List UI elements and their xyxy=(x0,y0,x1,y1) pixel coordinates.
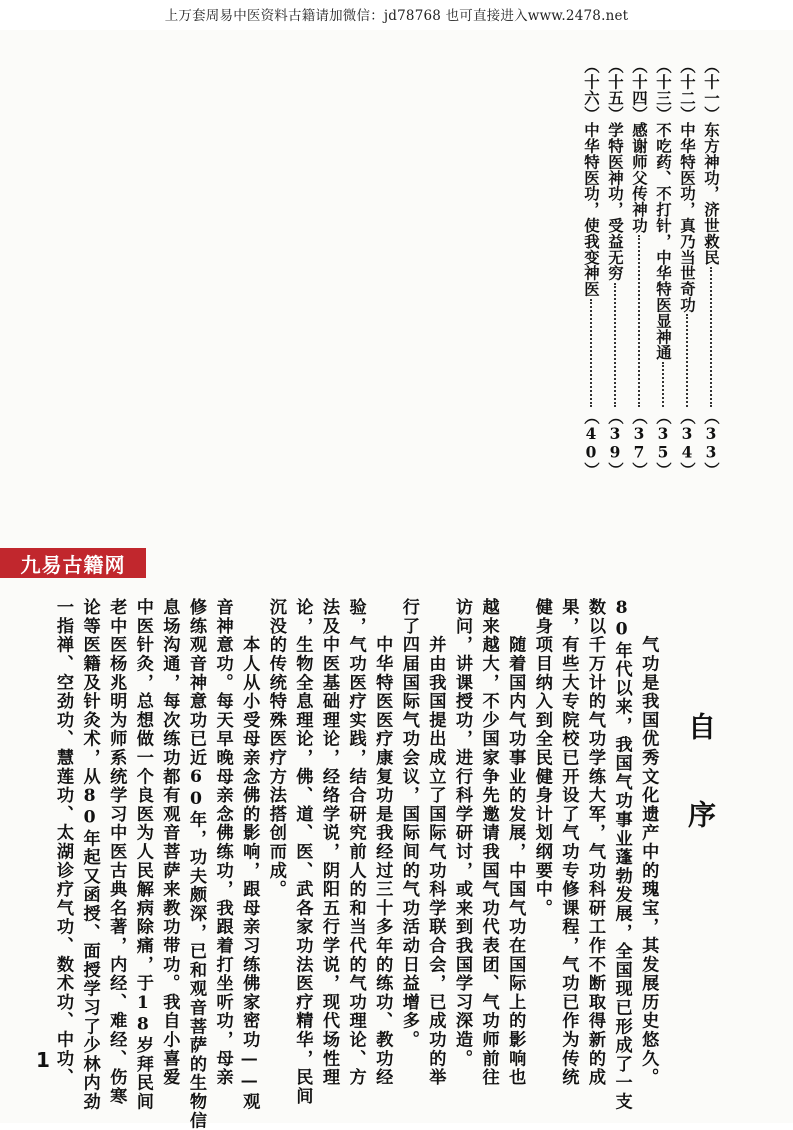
toc-entry xyxy=(604,58,626,478)
toc-entry xyxy=(676,58,698,478)
preface-title: 自序 xyxy=(684,712,717,888)
preface-line: 80年代以来，我国气功事业蓬勃发展，全国现已形成了一支 xyxy=(611,598,632,1112)
toc-leader-dots xyxy=(614,283,616,408)
toc-entry-page: （35） xyxy=(654,409,672,478)
preface-line: 法及中医基础理论，经络学说，阴阳五行学说，现代场性理 xyxy=(319,598,339,1087)
preface-line: 中医针灸，总想做一个良医为人民解病除痛，于18岁拜民间 xyxy=(132,598,153,1112)
preface-line: 并由我国提出成立了国际气功科学联合会，已成功的举 xyxy=(425,598,446,1087)
toc-entry xyxy=(700,58,722,478)
preface-line: 中华特医医疗康复功是我经过三十多年的练功、教功经 xyxy=(372,598,393,1087)
toc-entry xyxy=(652,58,674,478)
preface-line: 数以千万计的气功学练大军，气功科研工作不断取得新的成 xyxy=(585,598,605,1087)
preface-line: 论等医籍及针灸术，从80年起又函授、面授学习了少林内劲 xyxy=(79,598,100,1112)
preface-line: 修练观音神意功已近60年，功夫颇深，已和观音菩萨的生物信 xyxy=(186,598,206,1130)
preface-line: 越来越大，不少国家争先邀请我国气功代表团、气功师前往 xyxy=(478,598,499,1087)
preface-line: 论，生物全息理论，佛、道、医、武各家功法医疗精华，民间 xyxy=(292,598,313,1106)
preface-line: 息场沟通，每次练功都有观音菩萨来教功带功。我自小喜爱 xyxy=(159,598,180,1087)
preface-line: 验，气功医疗实践，结合研究前人的和当代的气功理论、方 xyxy=(345,598,366,1087)
preface-line: 随着国内气功事业的发展，中国气功在国际上的影响也 xyxy=(505,598,526,1087)
toc-entry-title: 中华特医功，真乃当世奇功 xyxy=(678,121,696,313)
toc-leader-dots xyxy=(662,362,664,407)
toc-entry-number: （十二） xyxy=(678,58,696,122)
toc-entry-number: （十三） xyxy=(654,58,672,122)
toc-entry-page: （33） xyxy=(702,409,720,478)
toc-entry xyxy=(580,58,602,478)
toc-entry-title: 学特医神功，受益无穷 xyxy=(606,121,624,281)
preface-line: 果，有些大专院校已开设了气功专修课程，气功已作为传统 xyxy=(558,598,579,1087)
source-banner: 上万套周易中医资料古籍请加微信：jd78768 也可直接进入www.2478.net xyxy=(164,8,629,24)
toc-leader-dots xyxy=(686,314,688,407)
toc-entry xyxy=(628,58,650,478)
preface-line: 访问，讲课授功，进行科学研讨，或来到我国学习深造。 xyxy=(452,598,472,1068)
preface-line: 健身项目纳入到全民健身计划纲要中。 xyxy=(531,598,552,918)
toc-entry-number: （十六） xyxy=(582,58,600,122)
toc-entry-page: （40） xyxy=(582,409,600,478)
toc-entry-page: （37） xyxy=(630,409,648,478)
toc-entry-page: （39） xyxy=(606,409,624,478)
toc-leader-dots xyxy=(638,235,640,407)
toc-entry-number: （十四） xyxy=(630,58,648,122)
preface-line: 本人从小受母亲念佛的影响，跟母亲习练佛家密功——观 xyxy=(239,598,260,1112)
preface-line: 音神意功。每天早晚母亲念佛练功，我跟着打坐听功，母亲 xyxy=(212,598,233,1087)
preface-line: 老中医杨兆明为师系统学习中医古典名著，内经、难经、伤寒 xyxy=(106,598,127,1106)
toc-entry-page: （34） xyxy=(678,409,696,478)
page-number: 1 xyxy=(36,1048,50,1072)
preface-line: 气功是我国优秀文化遗产中的瑰宝，其发展历史悠久。 xyxy=(638,598,659,1087)
toc-entry-title: 不吃药、不打针，中华特医显神通 xyxy=(654,121,672,361)
toc-entry-title: 中华特医功，使我变神医 xyxy=(582,121,600,297)
preface-line: 一指禅、空劲功、慧莲功、太湖诊疗气功、数术功、中功、 xyxy=(53,598,73,1087)
site-watermark-logo: 九易古籍网 xyxy=(0,548,146,578)
toc-entry-title: 东方神功，济世救民 xyxy=(702,121,720,265)
preface-line: 沉没的传统特殊医疗方法搭创而成。 xyxy=(265,598,286,899)
toc-leader-dots xyxy=(590,299,592,408)
toc-entry-title: 感谢师父传神功 xyxy=(630,121,648,233)
toc-entry-number: （十五） xyxy=(606,58,624,122)
toc-entry-number: （十一） xyxy=(702,58,720,122)
toc-leader-dots xyxy=(710,267,712,407)
preface-line: 行了四届国际气功会议，国际间的气功活动日益增多。 xyxy=(398,598,419,1050)
